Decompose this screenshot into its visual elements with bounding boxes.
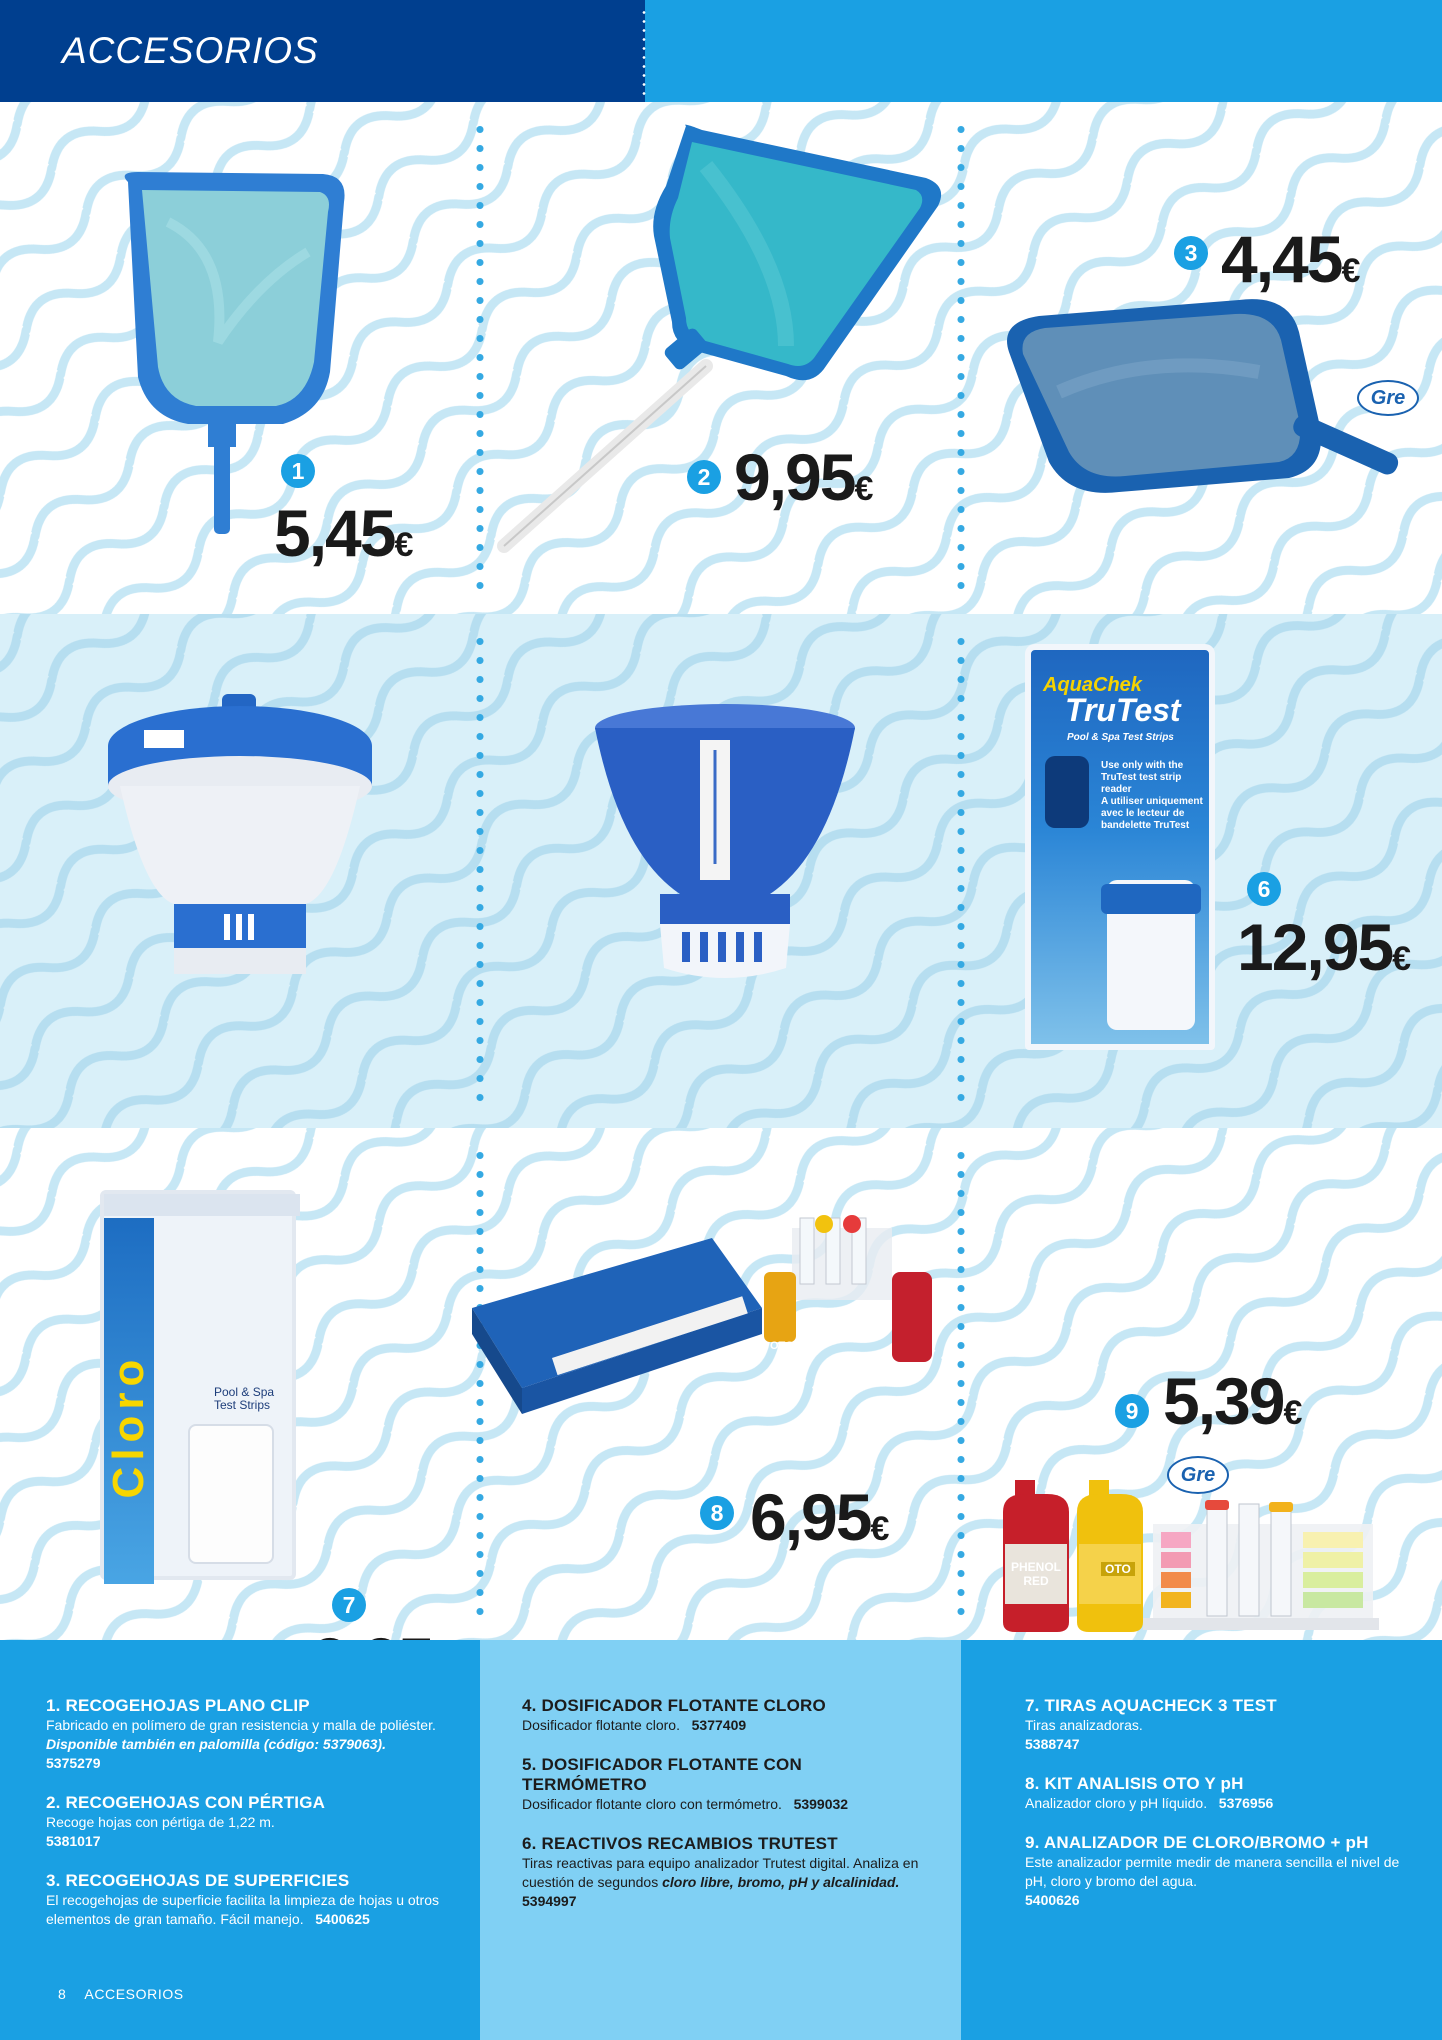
product-price	[750, 1480, 890, 1554]
package-text: bandelette TruTest	[1101, 820, 1190, 831]
price-amount: 9,95	[734, 440, 855, 514]
floating-dispenser-image	[104, 694, 376, 984]
product-text: Recoge hojas con pértiga de 1,22 m.	[46, 1814, 275, 1830]
page-title: ACCESORIOS	[62, 30, 319, 71]
package-text: A utiliser uniquement	[1101, 796, 1203, 807]
thermometer-dispenser-image	[590, 704, 860, 994]
product-title: 3. RECOGEHOJAS DE SUPERFICIES	[46, 1871, 350, 1890]
product-code: 5400626	[1025, 1892, 1080, 1908]
product-code: 5376956	[1218, 1795, 1274, 1811]
product-code: 5399032	[793, 1796, 849, 1812]
product-description	[1025, 1696, 1412, 1754]
price-amount: 6,95	[750, 1480, 871, 1554]
price-amount: 12,95	[1237, 910, 1393, 984]
surface-skimmer-image	[999, 292, 1419, 502]
product-text	[46, 1891, 450, 1929]
product-price	[1163, 1364, 1303, 1438]
product-text-body: Tiras reactivas para equipo analizador Trutest digital. Analiza en cuestión de segundos	[522, 1855, 919, 1890]
product-number-badge: 7	[332, 1588, 366, 1622]
leaf-skimmer-pole-image	[486, 126, 956, 566]
currency-symbol: €	[870, 1510, 890, 1548]
product-title: 2. RECOGEHOJAS CON PÉRTIGA	[46, 1793, 326, 1812]
price-amount: 5,39	[1163, 1364, 1284, 1438]
product-title: 8. KIT ANALISIS OTO Y pH	[1025, 1774, 1244, 1793]
product-card-5[interactable]	[480, 614, 960, 1128]
footer-section: ACCESORIOS	[84, 1986, 184, 2002]
product-description	[46, 1871, 450, 1929]
product-description	[522, 1696, 931, 1735]
product-row-3	[0, 1128, 1442, 1640]
product-description	[522, 1755, 931, 1814]
product-card-6[interactable]	[961, 614, 1441, 1128]
chlorine-bromine-ph-analyzer-image	[1003, 1454, 1383, 1634]
header-accent-block	[645, 0, 1442, 102]
product-code: 5388747	[1025, 1736, 1080, 1752]
header-divider	[642, 8, 646, 98]
product-code: 5394997	[522, 1893, 577, 1909]
product-number-badge: 3	[1174, 236, 1208, 270]
product-card-8[interactable]	[480, 1128, 960, 1640]
product-title: 5. DOSIFICADOR FLOTANTE CON TERMÓMETRO	[522, 1755, 802, 1794]
product-row-1	[0, 102, 1442, 614]
currency-symbol: €	[1283, 1394, 1303, 1432]
gre-brand-logo: Gre	[1357, 380, 1419, 416]
page-footer	[58, 1986, 202, 2002]
currency-symbol: €	[1392, 940, 1412, 978]
package-text: avec le lecteur de	[1101, 808, 1185, 819]
product-text-body: Dosificador flotante cloro con termómetro.	[522, 1796, 782, 1812]
product-text-body: El recogehojas de superficie facilita la limpieza de hojas u otros elementos de gran tamaño. Fácil manejo.	[46, 1892, 439, 1927]
product-text-body: Dosificador flotante cloro.	[522, 1717, 680, 1733]
product-card-4[interactable]	[0, 614, 480, 1128]
product-card-2[interactable]	[480, 102, 960, 614]
currency-symbol: €	[854, 470, 874, 508]
product-price	[1237, 910, 1412, 984]
page-number: 8	[58, 1986, 67, 2002]
product-number-badge: 8	[700, 1496, 734, 1530]
product-row-2	[0, 614, 1442, 1128]
product-text: Tiras analizadoras.	[1025, 1717, 1143, 1733]
product-text	[522, 1716, 931, 1735]
product-description	[1025, 1833, 1412, 1910]
currency-symbol: €	[394, 526, 414, 564]
description-column-2	[480, 1640, 961, 2040]
description-column-3	[961, 1640, 1442, 2040]
package-brand: AquaChek	[1043, 674, 1142, 696]
header-title-block	[0, 0, 645, 102]
currency-symbol: €	[1341, 252, 1361, 290]
product-grid	[0, 102, 1442, 1640]
product-number-badge: 9	[1115, 1394, 1149, 1428]
product-text: Fabricado en polímero de gran resistencia y malla de poliéster.	[46, 1717, 436, 1733]
product-title: 4. DOSIFICADOR FLOTANTE CLORO	[522, 1696, 826, 1715]
product-code: 5375279	[46, 1755, 101, 1771]
product-card-7[interactable]	[0, 1128, 480, 1640]
gre-brand-logo: Gre	[1167, 1456, 1229, 1494]
package-text: Use only with the	[1101, 760, 1184, 771]
product-number-badge: 2	[687, 460, 721, 494]
descriptions-panel	[0, 1640, 1442, 2040]
product-code: 5377409	[691, 1717, 747, 1733]
product-code: 5400625	[315, 1911, 370, 1927]
product-price	[1221, 222, 1361, 296]
price-amount: 4,45	[1221, 222, 1342, 296]
package-text: Pool & Spa Test Strips	[214, 1385, 275, 1412]
product-description	[1025, 1774, 1412, 1813]
product-card-9[interactable]	[961, 1128, 1441, 1640]
product-description	[46, 1696, 450, 1773]
product-description	[522, 1834, 931, 1911]
product-title: 1. RECOGEHOJAS PLANO CLIP	[46, 1696, 310, 1715]
trutest-package-image	[1025, 644, 1215, 1050]
product-text	[1025, 1794, 1412, 1813]
product-number-badge: 1	[281, 454, 315, 488]
product-text-body: Analizador cloro y pH líquido.	[1025, 1795, 1208, 1811]
package-text: TruTest test strip reader	[1101, 772, 1182, 795]
bottle-label: PHENOL RED	[1010, 1560, 1061, 1588]
product-title: 9. ANALIZADOR DE CLORO/BROMO + pH	[1025, 1833, 1369, 1852]
product-card-3[interactable]	[961, 102, 1441, 614]
oto-ph-kit-image	[462, 1218, 962, 1488]
cloro-strips-package-image	[100, 1190, 296, 1580]
page-header	[0, 0, 1442, 102]
product-code: 5381017	[46, 1833, 101, 1849]
product-text: Este analizador permite medir de manera sencilla el nivel de pH, cloro y bromo del agua.	[1025, 1854, 1400, 1889]
package-word: Cloro	[104, 1353, 153, 1499]
package-name: TruTest	[1065, 692, 1181, 728]
product-price	[734, 440, 874, 514]
package-subtitle: Pool & Spa Test Strips	[1067, 732, 1174, 743]
description-column-1	[0, 1640, 480, 2040]
product-price	[274, 496, 414, 570]
bottle-label: OTO	[770, 1340, 794, 1352]
product-title: 6. REACTIVOS RECAMBIOS TRUTEST	[522, 1834, 838, 1853]
product-text	[522, 1795, 931, 1814]
product-note: Disponible también en palomilla (código: 5379063).	[46, 1736, 386, 1752]
product-number-badge: 6	[1247, 872, 1281, 906]
product-card-1[interactable]	[0, 102, 480, 614]
product-title: 7. TIRAS AQUACHECK 3 TEST	[1025, 1696, 1277, 1715]
product-description	[46, 1793, 450, 1851]
product-note: cloro libre, bromo, pH y alcalinidad.	[662, 1874, 900, 1890]
bottle-label: OTO	[1101, 1562, 1135, 1576]
product-text	[522, 1854, 931, 1892]
price-amount: 5,45	[274, 496, 395, 570]
leaf-skimmer-flat-image	[108, 162, 358, 542]
